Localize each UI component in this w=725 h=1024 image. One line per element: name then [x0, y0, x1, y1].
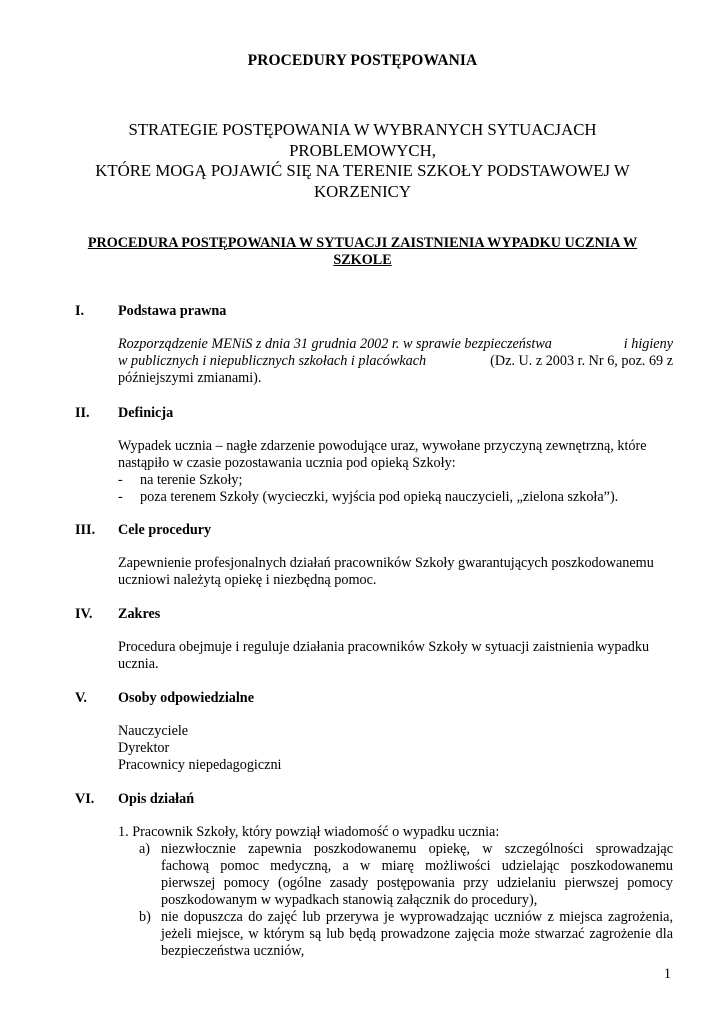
text-line: pierwszej pomocy (ogólne zasady postępowania przy udzielaniu pierwszej pomocy: [161, 875, 673, 891]
section-heading: Podstawa prawna: [118, 303, 227, 319]
section-number: I.: [75, 303, 85, 319]
list-dash: -: [118, 489, 123, 505]
text-line: Procedura obejmuje i reguluje działania pracowników Szkoły w sytuacji zaistnienia wypadku: [118, 639, 650, 655]
procedure-title-line: SZKOLE: [333, 252, 392, 268]
text-line: nastąpiło w czasie pozostawania ucznia pod opieką Szkoły:: [118, 455, 456, 471]
legal-act-title-end: i higieny: [623, 336, 673, 352]
list-item: Pracownicy niepedagogiczni: [118, 757, 282, 773]
legal-act-title-cont: w publicznych i niepublicznych szkołach i placówkach: [118, 353, 427, 369]
subtitle-line: KORZENICY: [314, 181, 411, 201]
text-line: fachową pomoc medyczną, a w miarę możliwości udzielając poszkodowanemu: [161, 858, 673, 874]
text-line: uczniowi należytą opiekę i niezbędną pomoc.: [118, 572, 377, 588]
section-body: [118, 824, 673, 960]
section-number: V.: [75, 690, 87, 706]
section-heading: Osoby odpowiedzialne: [118, 690, 254, 706]
text-line: bezpieczeństwa uczniów,: [161, 943, 305, 959]
section-body: [118, 555, 673, 589]
subtitle-line: STRATEGIE POSTĘPOWANIA W WYBRANYCH SYTUACJACH: [128, 120, 597, 139]
procedure-title: [70, 235, 655, 269]
section-heading: Definicja: [118, 405, 174, 421]
section-body: [118, 723, 673, 774]
page-number: 1: [663, 966, 671, 982]
list-item: Dyrektor: [118, 740, 170, 756]
text-line: Zapewnienie profesjonalnych działań pracowników Szkoły gwarantujących poszkodowanemu: [118, 555, 654, 571]
list-item: [118, 472, 673, 489]
document-subtitle: [70, 120, 655, 202]
numbered-item: 1. Pracownik Szkoły, który powziął wiadomość o wypadku ucznia:: [118, 824, 500, 840]
subtitle-line: KTÓRE MOGĄ POJAWIĆ SIĘ NA TERENIE SZKOŁY PODSTAWOWEJ W: [95, 161, 630, 180]
legal-act-reference: (Dz. U. z 2003 r. Nr 6, poz. 69 z: [490, 353, 673, 369]
section-heading: Zakres: [118, 606, 161, 622]
sub-item: [118, 909, 673, 960]
page-title: PROCEDURY POSTĘPOWANIA: [247, 52, 478, 69]
text-line: jeżeli miejsce, w którym są lub będą prowadzone zajęcia może stwarzać zagrożenie dla: [161, 926, 673, 942]
procedure-title-line: PROCEDURA POSTĘPOWANIA W SYTUACJI ZAISTNIENIA WYPADKU UCZNIA W: [87, 235, 638, 251]
section-body: [118, 639, 673, 673]
text-line: niezwłocznie zapewnia poszkodowanemu opiekę, w szczególności sprowadzając: [161, 841, 673, 857]
section-heading: Opis działań: [118, 791, 195, 807]
sub-item-label: b): [139, 909, 151, 925]
section-number: IV.: [75, 606, 93, 622]
text-line: późniejszymi zmianami).: [118, 370, 262, 386]
text-line: poszkodowanym w wypadkach stanowią załącznik do procedury),: [161, 892, 538, 908]
legal-act-title: Rozporządzenie MENiS z dnia 31 grudnia 2002 r. w sprawie bezpieczeństwa: [118, 336, 552, 352]
list-item: Nauczyciele: [118, 723, 189, 739]
sub-item-label: a): [139, 841, 151, 857]
section-number: VI.: [75, 791, 95, 807]
section-body: [118, 438, 673, 506]
text-line: nie dopuszcza do zajęć lub przerywa je wyprowadzając uczniów z miejsca zagrożenia,: [161, 909, 673, 925]
list-item: [118, 489, 673, 506]
list-item-text: na terenie Szkoły;: [140, 472, 243, 488]
text-line: [118, 353, 673, 370]
section-body: [118, 336, 673, 387]
section-number: III.: [75, 522, 96, 538]
sub-item: [118, 841, 673, 909]
subtitle-line: PROBLEMOWYCH,: [289, 140, 436, 160]
text-line: Wypadek ucznia – nagłe zdarzenie powodujące uraz, wywołane przyczyną zewnętrzną, które: [118, 438, 647, 454]
list-item-text: poza terenem Szkoły (wycieczki, wyjścia pod opieką nauczycieli, „zielona szkoła”).: [140, 489, 619, 505]
text-line: ucznia.: [118, 656, 159, 672]
section-number: II.: [75, 405, 90, 421]
text-line: [118, 336, 673, 353]
list-dash: -: [118, 472, 123, 488]
section-heading: Cele procedury: [118, 522, 212, 538]
